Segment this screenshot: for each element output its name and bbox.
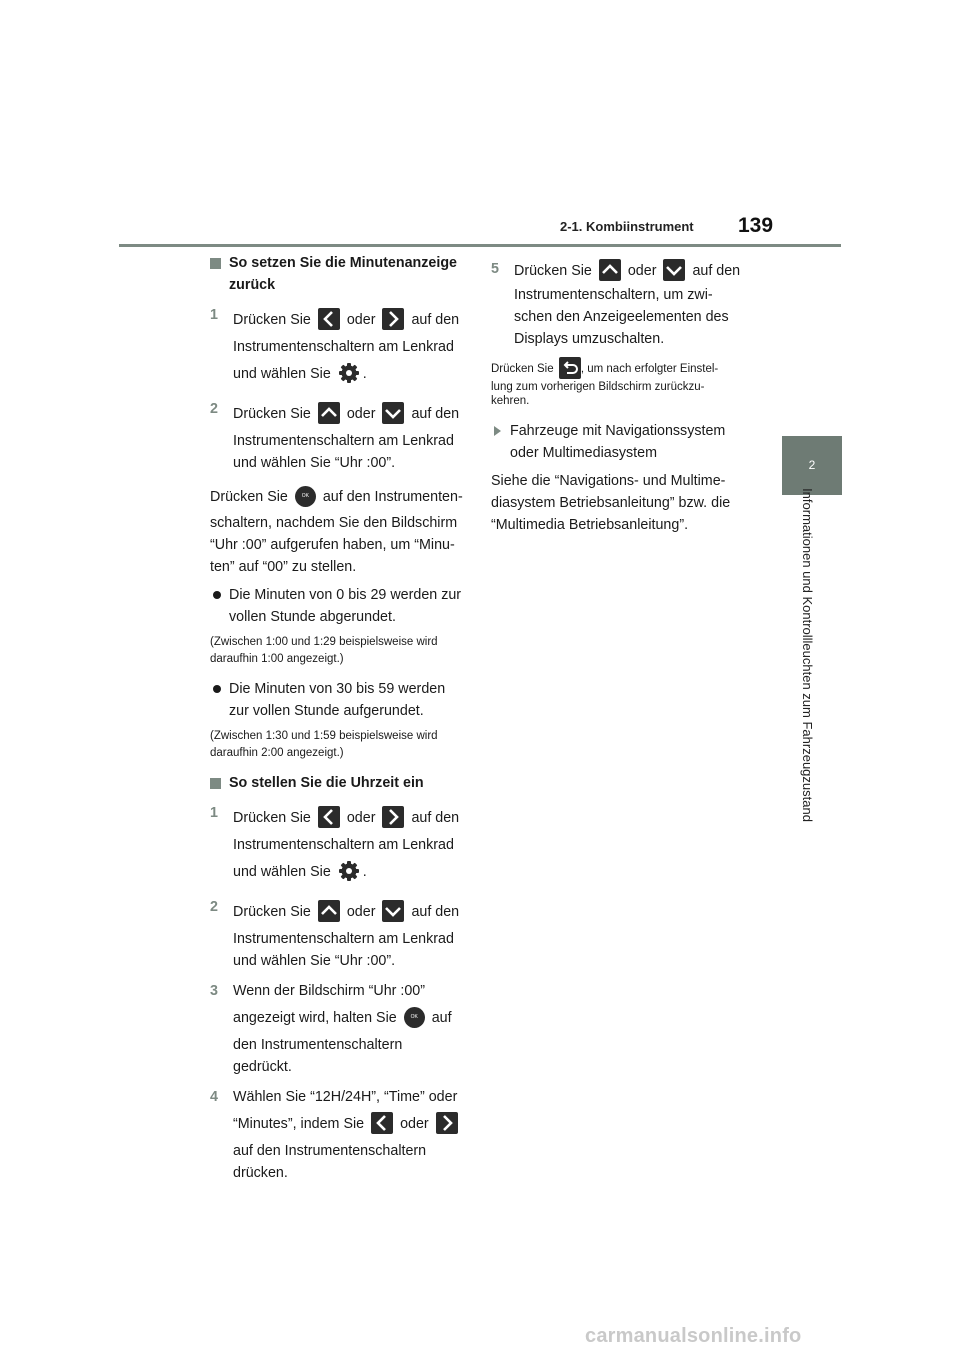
step-number: 1 — [210, 805, 218, 821]
bullet-line: zur vollen Stunde aufgerundet. — [229, 703, 424, 719]
chevron-right-icon — [382, 308, 404, 330]
right-column — [491, 258, 753, 542]
chevron-up-icon — [318, 900, 340, 922]
step-line — [233, 1002, 468, 1034]
step-text: Drücken Sie — [514, 263, 592, 279]
bullet-line: vollen Stunde abgerundet. — [229, 609, 396, 625]
back-arrow-icon — [559, 357, 581, 379]
paragraph-ok-minutes — [210, 482, 468, 578]
step-number: 2 — [210, 401, 218, 417]
step-number: 1 — [210, 307, 218, 323]
step-line: und wählen Sie “Uhr :00”. — [233, 953, 396, 969]
para-text: auf den Instrumenten- — [322, 489, 463, 505]
step-5 — [491, 258, 753, 350]
step-number: 2 — [210, 899, 218, 915]
chevron-right-icon — [436, 1112, 458, 1134]
chevron-left-icon — [318, 308, 340, 330]
step-line — [233, 304, 468, 336]
ok-label: OK — [301, 492, 309, 499]
step-text: “Minutes”, indem Sie — [233, 1116, 365, 1132]
bullet-line: Die Minuten von 0 bis 29 werden zur — [229, 587, 462, 603]
step-line — [233, 896, 468, 928]
step-line: Instrumentenschaltern am Lenkrad — [233, 339, 454, 355]
chevron-down-icon — [382, 900, 404, 922]
para-line: ten” auf “00” zu stellen. — [210, 559, 357, 575]
example-note-1 — [210, 634, 468, 668]
chevron-right-icon — [382, 806, 404, 828]
step-line — [514, 258, 753, 284]
para-line — [210, 489, 463, 505]
step-text: auf — [431, 1010, 452, 1026]
step-text: angezeigt wird, halten Sie — [233, 1010, 397, 1026]
step-text: oder — [346, 904, 376, 920]
step-text: Drücken Sie — [233, 810, 311, 826]
step-line: Wählen Sie “12H/24H”, “Time” oder — [233, 1089, 458, 1105]
chapter-number: 2 — [808, 458, 816, 472]
chevron-left-icon — [318, 806, 340, 828]
page-number: 139 — [738, 214, 774, 237]
step-line: gedrückt. — [233, 1059, 292, 1075]
step-text: oder — [400, 1116, 429, 1132]
step-line — [233, 856, 468, 888]
step-text: und wählen Sie — [233, 366, 331, 382]
note-line: (Zwischen 1:30 und 1:59 beispielsweise wird — [210, 730, 438, 742]
step-line: Instrumentenschaltern am Lenkrad — [233, 837, 454, 853]
step-line: Instrumentenschaltern am Lenkrad — [233, 433, 454, 449]
step-line — [233, 398, 468, 430]
chevron-up-icon — [318, 402, 340, 424]
bullet-round-down — [210, 584, 468, 628]
step-number: 5 — [491, 261, 499, 277]
note-line: daraufhin 1:00 angezeigt.) — [210, 653, 344, 665]
step-2 — [210, 398, 468, 474]
note-line: lung zum vorherigen Bildschirm zurückzu- — [491, 381, 705, 393]
step-text: oder — [346, 810, 376, 826]
chapter-title: Informationen und Kontrollleuchten zum Fahrzeugzustand — [800, 488, 815, 822]
section-heading-set-time: So stellen Sie die Uhrzeit ein — [210, 772, 468, 794]
arrow-item-navigation — [491, 420, 753, 464]
step-2 — [210, 896, 468, 972]
step-line: Instrumentenschaltern, um zwi- — [514, 287, 713, 303]
arrow-item-line: oder Multimediasystem — [510, 445, 657, 461]
step-text: auf den — [411, 904, 460, 920]
step-line: schen den Anzeigeelementen des — [514, 309, 729, 325]
step-text: Drücken Sie — [233, 904, 311, 920]
step-text: oder — [346, 406, 376, 422]
step-text: Drücken Sie — [233, 312, 311, 328]
gear-icon — [338, 362, 360, 384]
note-line: daraufhin 2:00 angezeigt.) — [210, 747, 344, 759]
chevron-down-icon — [382, 402, 404, 424]
step-text: oder — [346, 312, 376, 328]
step-line — [233, 358, 468, 390]
step-line: Instrumentenschaltern am Lenkrad — [233, 931, 454, 947]
step-text: auf den — [411, 312, 460, 328]
example-note-2 — [210, 728, 468, 762]
para-line: “Multimedia Betriebsanleitung”. — [491, 517, 689, 533]
step-text: . — [362, 864, 367, 880]
step-text: oder — [627, 263, 657, 279]
note-text: Drücken Sie — [491, 363, 554, 376]
step-3 — [210, 980, 468, 1078]
left-column — [210, 252, 468, 1192]
watermark: carmanualsonline.info — [585, 1325, 802, 1347]
note-line: kehren. — [491, 395, 530, 407]
step-4 — [210, 1086, 468, 1184]
step-line: drücken. — [233, 1165, 288, 1181]
gear-icon — [338, 860, 360, 882]
chevron-down-icon — [663, 259, 685, 281]
step-text: auf den — [692, 263, 741, 279]
para-line: schaltern, nachdem Sie den Bildschirm — [210, 515, 458, 531]
step-text: Drücken Sie — [233, 406, 311, 422]
step-line: und wählen Sie “Uhr :00”. — [233, 455, 396, 471]
ok-label: OK — [410, 1013, 418, 1020]
note-line: (Zwischen 1:00 und 1:29 beispielsweise wird — [210, 636, 438, 648]
bullet-round-up — [210, 678, 468, 722]
para-line: Siehe die “Navigations- und Multime- — [491, 473, 726, 489]
back-note — [491, 358, 753, 408]
ok-button-icon — [295, 486, 316, 507]
arrow-item-line: Fahrzeuge mit Navigationssystem — [510, 423, 726, 439]
paragraph-manual-reference — [491, 470, 753, 536]
chevron-up-icon — [599, 259, 621, 281]
step-line: auf den Instrumentenschaltern — [233, 1143, 427, 1159]
step-line: den Instrumentenschaltern — [233, 1037, 403, 1053]
para-line: diasystem Betriebsanleitung” bzw. die — [491, 495, 731, 511]
step-number: 4 — [210, 1089, 218, 1105]
step-text: auf den — [411, 406, 460, 422]
step-line — [233, 1108, 468, 1140]
step-line — [233, 802, 468, 834]
step-1 — [210, 802, 468, 888]
section-heading-reset-minutes — [210, 252, 468, 296]
step-1 — [210, 304, 468, 390]
step-text: auf den — [411, 810, 460, 826]
step-line: Wenn der Bildschirm “Uhr :00” — [233, 983, 426, 999]
heading-line: So setzen Sie die Minutenanzeige — [229, 255, 458, 271]
bullet-line: Die Minuten von 30 bis 59 werden — [229, 681, 446, 697]
header-rule — [119, 244, 841, 247]
step-text: und wählen Sie — [233, 864, 331, 880]
chevron-left-icon — [371, 1112, 393, 1134]
note-text: , um nach erfolgter Einstel- — [580, 363, 719, 376]
step-line: Displays umzuschalten. — [514, 331, 665, 347]
step-number: 3 — [210, 983, 218, 999]
ok-button-icon — [404, 1007, 425, 1028]
heading-line: zurück — [229, 277, 276, 293]
step-text: . — [362, 366, 367, 382]
para-line: “Uhr :00” aufgerufen haben, um “Minu- — [210, 537, 455, 553]
para-text: Drücken Sie — [210, 489, 288, 505]
page-header-section: 2-1. Kombiinstrument — [560, 219, 694, 234]
